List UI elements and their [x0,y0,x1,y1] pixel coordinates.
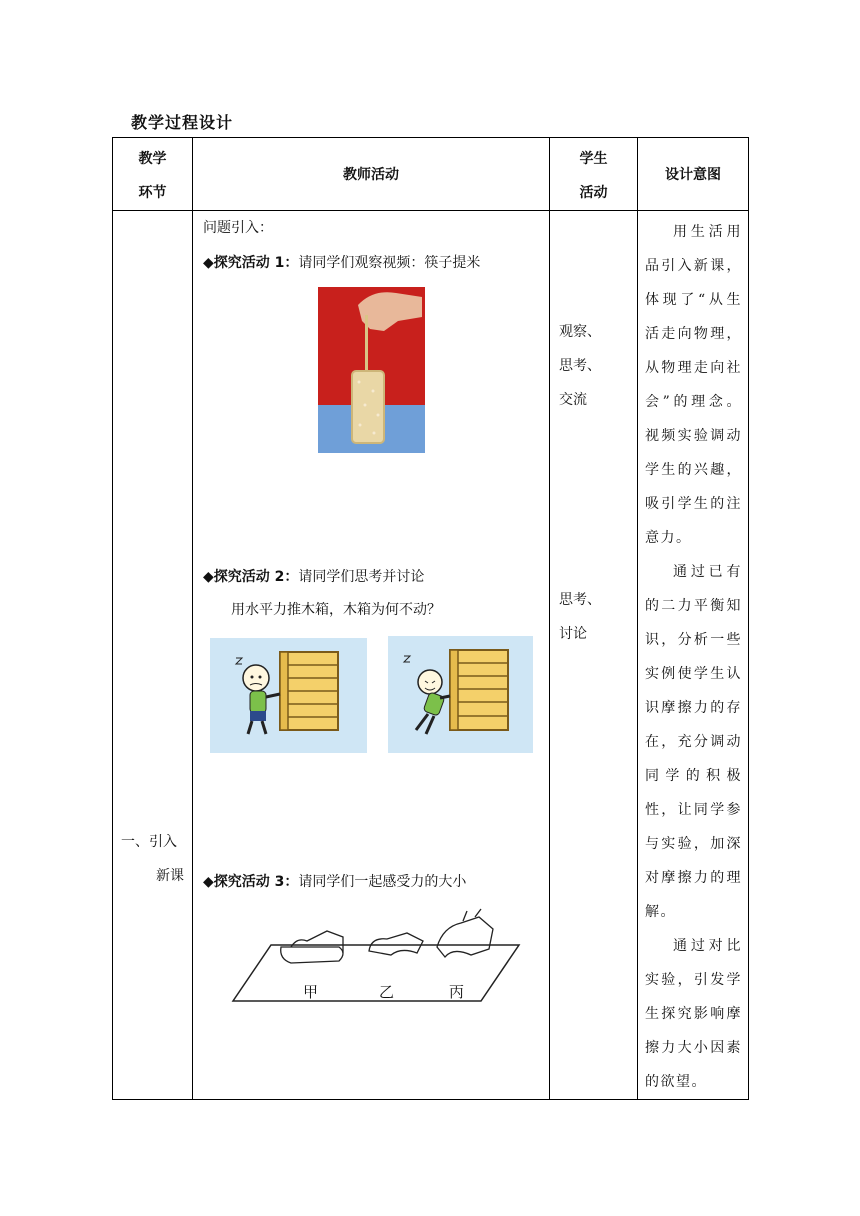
activity-3: ◆探究活动 3：请同学们一起感受力的大小 [203,874,467,890]
hand-label-a: 甲 [303,983,319,1001]
stage-label: 一、引入 新课 [121,834,184,884]
hand-label-b: 乙 [379,983,395,1001]
boy-pushing-crate-image-1 [210,638,367,753]
hands-on-table-drawing [231,907,521,1003]
boy-pushing-crate-image-2 [388,636,533,753]
teacher-activity-cell [193,211,550,1100]
header-design-intent: 设计意图 [638,138,749,211]
section-heading: 教学过程设计 [131,113,234,132]
hand-label-c: 丙 [449,983,465,1001]
activity-2-question: 用水平力推木箱，木箱为何不动？ [231,602,441,618]
intro-text: 问题引入： [203,220,273,236]
stage-cell [113,211,193,1100]
header-stage: 教学 环节 [113,138,193,211]
intent-paragraph-3: 通过对比实验，引发学生探究影响摩擦力大小因素的欲望。 [645,938,742,1090]
chopsticks-rice-photo [318,287,425,453]
student-activity-2: 思考、 讨论 [559,592,601,642]
student-activity-cell [550,211,638,1100]
student-activity-1: 观察、 思考、 交流 [559,324,601,408]
header-teacher-activity: 教师活动 [193,138,550,211]
intent-paragraph-2: 通过已有的二力平衡知识，分析一些实例使学生认识摩擦力的存在，充分调动同学的积极性，让同学参与实验，加深对摩擦力的理解。 [645,564,742,920]
design-intent-cell [638,211,749,1100]
lesson-design-table [112,137,749,1100]
header-student-activity: 学生 活动 [550,138,638,211]
hands-line-art [231,907,521,1003]
activity-1: ◆探究活动 1：请同学们观察视频：筷子提米 [203,255,481,271]
intent-paragraph-1: 用生活用品引入新课，体现了“从生活走向物理，从物理走向社会”的理念。视频实验调动学生的兴趣，吸引学生的注意力。 [645,224,742,546]
table-header-row [113,138,749,211]
table-row [113,211,749,1100]
activity-2: ◆探究活动 2：请同学们思考并讨论 [203,569,425,585]
